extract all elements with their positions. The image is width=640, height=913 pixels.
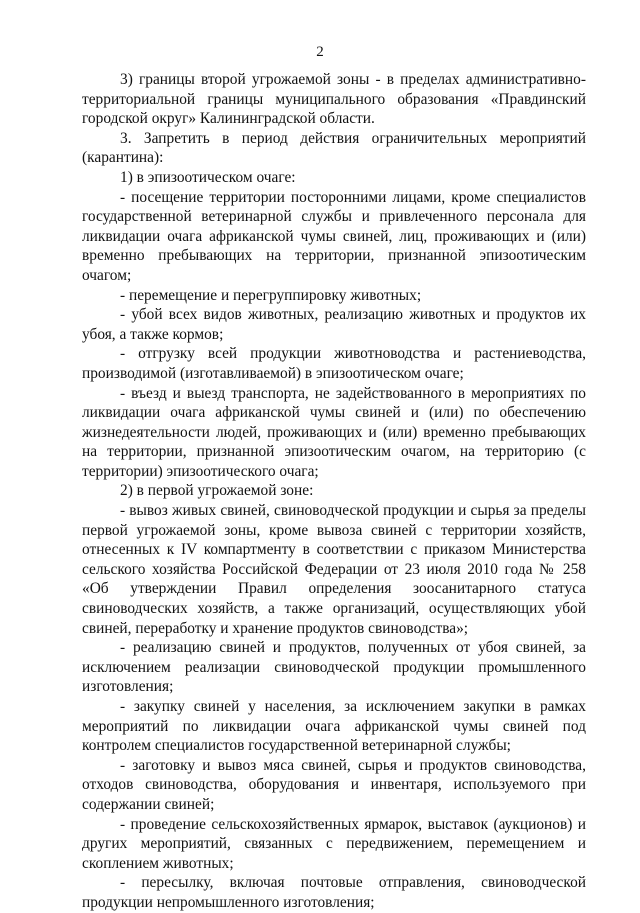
document-body — [82, 70, 586, 913]
paragraph-focus-slaughter: - убой всех видов животных, реализацию животных и продуктов их убоя, а также кормов; — [82, 306, 586, 343]
paragraph-focus-movement: - перемещение и перегруппировку животных; — [120, 286, 422, 304]
paragraph-focus-heading: 1) в эпизоотическом очаге: — [120, 168, 296, 186]
paragraph-zone-1-meat: - заготовку и вывоз мяса свиней, сырья и продуктов свиноводства, отходов свиноводства, оборудования и инвентаря, используемого при содержании свиней; — [82, 756, 586, 813]
paragraph-zone-1-sale: - реализацию свиней и продуктов, полученных от убоя свиней, за исключением реализации свиноводческой продукции промышленного изготовления; — [82, 639, 586, 696]
paragraph-zone-1-purchase: - закупку свиней у населения, за исключением закупки в рамках мероприятий по ликвидации очага африканской чумы свиней под контролем специалистов государственной ветеринарной службы; — [82, 698, 586, 755]
paragraph-zone-2-borders: 3) границы второй угрожаемой зоны - в пределах административно-территориальной границы муниципального образования «Правдинский городской округ» Калининградской области. — [82, 71, 586, 128]
paragraph-focus-transport: - въезд и выезд транспорта, не задействованного в мероприятиях по ликвидации очага африканской чумы свиней и (или) по обеспечению жизнедеятельности людей, проживающих и (или) временно пребывающих на территории, признанной эпизоотическим очагом, на территорию (с территории) эпизоотического очага; — [82, 384, 586, 480]
paragraph-focus-visits: - посещение территории посторонними лицами, кроме специалистов государственной ветеринарной службы и привлеченного персонала для ликвидации очага африканской чумы свиней, лиц, проживающих и (или) временно пребывающих на территории, признанной эпизоотическим очагом; — [82, 188, 586, 284]
paragraph-zone-1-fairs: - проведение сельскохозяйственных ярмарок, выставок (аукционов) и других мероприятий, связанных с передвижением, перемещением и скоплением животных; — [82, 815, 586, 872]
page-number: 2 — [316, 44, 324, 60]
paragraph-zone-1-export: - вывоз живых свиней, свиноводческой продукции и сырья за пределы первой угрожаемой зоны, кроме вывоза свиней с территории хозяйств, отнесенных к IV компартменту в соответствии с приказом Министерства сельского хозяйства Российской Федерации от 23 июля 2010 года № 258 «Об утверждении Правил определения зоосанитарного статуса свиноводческих хозяйств, а также организаций, осуществляющих убой свиней, переработку и хранение продуктов свиноводства»; — [82, 502, 586, 637]
paragraph-zone-1-mail: - пересылку, включая почтовые отправления, свиноводческой продукции непромышленного изготовления; — [82, 874, 586, 911]
paragraph-zone-1-heading: 2) в первой угрожаемой зоне: — [120, 482, 314, 500]
paragraph-prohibitions-heading: 3. Запретить в период действия ограничительных мероприятий (карантина): — [82, 129, 586, 167]
paragraph-focus-shipment: - отгрузку всей продукции животноводства и растениеводства, производимой (изготавливаемой) в эпизоотическом очаге; — [82, 345, 586, 382]
